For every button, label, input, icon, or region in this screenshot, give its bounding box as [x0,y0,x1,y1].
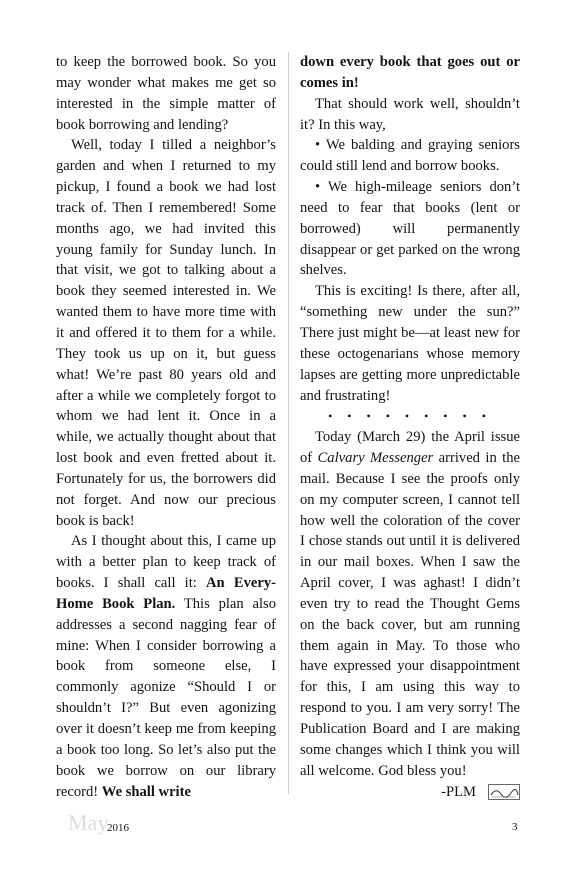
page-number: 3 [512,821,518,833]
paragraph: to keep the borrowed book. So you may wonder what makes me get so interested in the simple matter of book borrowing and lending? [56,54,276,133]
text-run: arrived in the mail. Because I see the proofs only on my computer screen, I cannot tell how well the coloration of the cover I chose stands out until it is delivered in our mail boxes. When I saw the April cover, I was aghast! I didn’t even try to read the Thought Gems on the back cover, but am running them again in May. To those who have expressed your disappointment for this, I am using this way to respond to you. I am very sorry! The Publication Board and I are making some changes which I think you will all welcome. God bless you! [300,450,520,779]
signature-line [300,782,520,803]
bold-text: We shall write [101,783,191,800]
footer-year: 2016 [107,822,129,834]
bold-text: An Every-Home Book Plan. [56,575,276,612]
signature-mark-icon [488,784,520,800]
italic-text: Calvary Messenger [317,450,434,467]
section-separator: • • • • • • • • • [328,409,492,424]
text-run: As I thought about this, I came up with a better plan to keep track of books. I shall call it: [56,533,276,592]
text-run: This plan also addresses a second nagging fear of mine: When I consider borrowing a book from someone else, I commonly agonize “Should I or shouldn’t I?” But even agonizing over it doesn’t keep me from keeping a book too long. So let’s also put the book we borrow on our library record! [56,595,276,800]
footer-month: May [68,810,109,835]
paragraph: This is exciting! Is there, after all, “something new under the sun?” There just might be—at least new for these octogenarians whose memory lapses are getting more unpredictable and frustrating! [300,283,520,404]
left-column [56,52,276,802]
bold-text: down every book that goes out or comes in! [300,54,520,91]
bullet-item: • We high-mileage seniors don’t need to fear that books (lent or borrowed) will permanently disappear or get parked on the wrong shelves. [300,179,520,279]
paragraph: That should work well, shouldn’t it? In this way, [300,95,520,133]
column-divider [288,52,289,794]
right-column [300,52,520,802]
paragraph [300,427,520,781]
paragraph [56,531,276,802]
text-run: Today (March 29) the April issue of [300,429,520,467]
paragraph [300,52,520,94]
bullet-item: • We balding and graying seniors could still lend and borrow books. [300,137,520,175]
signature: -PLM [441,783,476,800]
paragraph: Well, today I tilled a neighbor’s garden and when I returned to my pickup, I found a book we had lost track of. Then I remembered! Some months ago, we had invited this young family for Sunday lunch. In that visit, we got to talking about a book they seemed interested in. We wanted them to have more time with it and offered it to them for a while. They took us up on it, but guess what! We’re past 80 years old and after a while we completely forgot to whom we had lent it. Once in a while, we actually thought about that lost book and even fretted about it. Fortunately for us, the borrowers did not forget. And now our precious book is back! [56,137,276,529]
